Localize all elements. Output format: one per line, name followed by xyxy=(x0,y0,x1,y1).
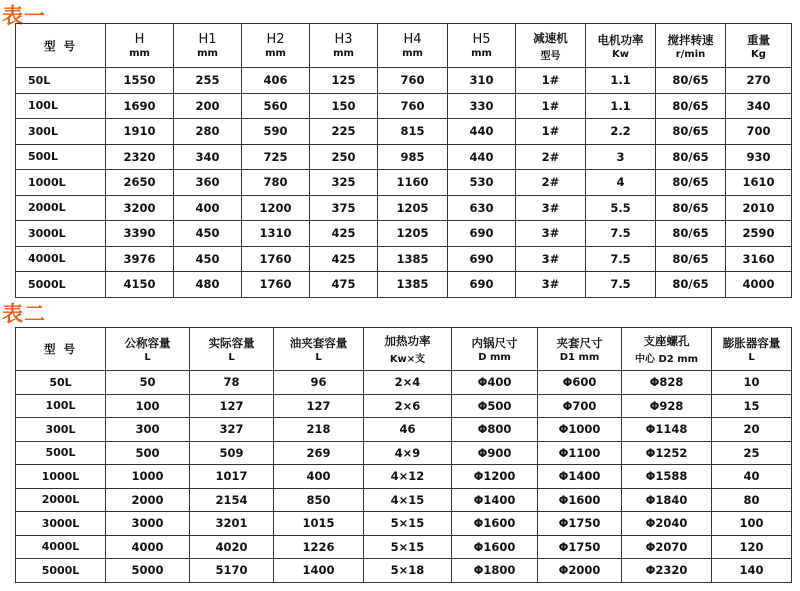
table-cell: 500 xyxy=(106,441,190,465)
table2-title: 表二 xyxy=(2,301,46,326)
table-cell: Φ2000 xyxy=(538,559,622,583)
table-cell: 1160 xyxy=(378,170,448,196)
table-cell: 1.1 xyxy=(586,93,656,119)
table-row xyxy=(16,221,792,247)
table-cell: 327 xyxy=(190,418,274,442)
header-label: 电机功率 xyxy=(597,32,644,47)
table-cell: Φ1148 xyxy=(622,418,712,442)
table-cell: 930 xyxy=(726,144,792,170)
column-header-model xyxy=(16,328,106,371)
model-cell: 100L xyxy=(16,394,106,418)
column-header xyxy=(106,24,174,68)
table-cell: Φ2070 xyxy=(622,535,712,559)
header-unit: mm xyxy=(402,48,423,59)
table-row xyxy=(16,195,792,221)
table-cell: 218 xyxy=(274,418,364,442)
table-row xyxy=(16,559,792,583)
model-cell: 300L xyxy=(16,119,106,145)
table-cell: Φ700 xyxy=(538,394,622,418)
table-cell: 2×6 xyxy=(364,394,452,418)
model-cell: 50L xyxy=(16,371,106,395)
table-cell: 1550 xyxy=(106,68,174,94)
table-cell: 80/65 xyxy=(656,272,726,298)
table-cell: 2650 xyxy=(106,170,174,196)
table-cell: 2320 xyxy=(106,144,174,170)
table-row xyxy=(16,418,792,442)
table-row xyxy=(16,535,792,559)
header-label: 公称容量 xyxy=(124,336,171,350)
header-unit: mm xyxy=(333,48,354,59)
table-cell: Φ1800 xyxy=(452,559,538,583)
column-header xyxy=(622,328,712,371)
table-cell: 96 xyxy=(274,371,364,395)
table-cell: 15 xyxy=(712,394,792,418)
table-cell: 1760 xyxy=(242,246,310,272)
table-cell: 1200 xyxy=(242,195,310,221)
table-cell: 100 xyxy=(106,394,190,418)
table-cell: 255 xyxy=(174,68,242,94)
header-unit: Kw×支 xyxy=(389,354,426,365)
model-cell: 1000L xyxy=(16,170,106,196)
header-label: H xyxy=(134,32,145,47)
header-unit: D1 mm xyxy=(559,352,600,363)
header-unit: L xyxy=(228,352,235,363)
table-cell: 5.5 xyxy=(586,195,656,221)
table-cell: 2×4 xyxy=(364,371,452,395)
table-cell: 375 xyxy=(310,195,378,221)
table-cell: 4000 xyxy=(106,535,190,559)
column-header xyxy=(174,24,242,68)
header-unit: 型号 xyxy=(540,50,561,62)
table-cell: 2154 xyxy=(190,488,274,512)
column-header xyxy=(242,24,310,68)
model-cell: 3000L xyxy=(16,512,106,536)
table-cell: 450 xyxy=(174,221,242,247)
column-header xyxy=(364,328,452,371)
table-cell: 5170 xyxy=(190,559,274,583)
table-cell: 2010 xyxy=(726,195,792,221)
model-cell: 500L xyxy=(16,441,106,465)
table-cell: 80/65 xyxy=(656,246,726,272)
table-cell: Φ900 xyxy=(452,441,538,465)
header-label: H1 xyxy=(198,32,217,47)
table-cell: Φ1100 xyxy=(538,441,622,465)
column-header xyxy=(586,24,656,68)
table-cell: 3 xyxy=(586,144,656,170)
table-cell: 440 xyxy=(448,144,516,170)
table-row xyxy=(16,93,792,119)
table-cell: 725 xyxy=(242,144,310,170)
table-cell: 3# xyxy=(516,221,586,247)
column-header xyxy=(452,328,538,371)
table-cell: 5000 xyxy=(106,559,190,583)
table-cell: 509 xyxy=(190,441,274,465)
table-cell: 1205 xyxy=(378,221,448,247)
table-cell: 1.1 xyxy=(586,68,656,94)
table-cell: 300 xyxy=(106,418,190,442)
table-cell: 630 xyxy=(448,195,516,221)
table-cell: 530 xyxy=(448,170,516,196)
table-cell: Φ2320 xyxy=(622,559,712,583)
table-cell: 475 xyxy=(310,272,378,298)
table-cell: Φ1200 xyxy=(452,465,538,489)
table-cell: 760 xyxy=(378,93,448,119)
table-cell: 10 xyxy=(712,371,792,395)
header-unit: mm xyxy=(471,48,492,59)
table-cell: 330 xyxy=(448,93,516,119)
table-cell: 1910 xyxy=(106,119,174,145)
table-cell: Φ928 xyxy=(622,394,712,418)
table-cell: 700 xyxy=(726,119,792,145)
table-cell: 815 xyxy=(378,119,448,145)
table-row xyxy=(16,144,792,170)
model-cell: 5000L xyxy=(16,272,106,298)
table-cell: 4000 xyxy=(726,272,792,298)
table-cell: 80/65 xyxy=(656,144,726,170)
column-header-model xyxy=(16,24,106,68)
table-cell: 1# xyxy=(516,68,586,94)
model-cell: 4000L xyxy=(16,246,106,272)
table-cell: 200 xyxy=(174,93,242,119)
table-cell: 340 xyxy=(726,93,792,119)
table-cell: Φ828 xyxy=(622,371,712,395)
table-cell: 440 xyxy=(448,119,516,145)
table-cell: 7.5 xyxy=(586,272,656,298)
table-cell: 4150 xyxy=(106,272,174,298)
table-cell: 310 xyxy=(448,68,516,94)
table-cell: 1760 xyxy=(242,272,310,298)
table-cell: 125 xyxy=(310,68,378,94)
table-cell: 80/65 xyxy=(656,195,726,221)
table-cell: 269 xyxy=(274,441,364,465)
table-cell: 425 xyxy=(310,221,378,247)
table-cell: 2.2 xyxy=(586,119,656,145)
table-cell: 3200 xyxy=(106,195,174,221)
table-cell: 3976 xyxy=(106,246,174,272)
header-unit: L xyxy=(748,352,755,363)
table-cell: 406 xyxy=(242,68,310,94)
table-cell: 80/65 xyxy=(656,170,726,196)
table-cell: 400 xyxy=(174,195,242,221)
table-cell: 1385 xyxy=(378,246,448,272)
column-header xyxy=(106,328,190,371)
table-row xyxy=(16,272,792,298)
table-cell: 1385 xyxy=(378,272,448,298)
table-cell: 4×9 xyxy=(364,441,452,465)
table-cell: 127 xyxy=(190,394,274,418)
model-cell: 1000L xyxy=(16,465,106,489)
model-cell: 300L xyxy=(16,418,106,442)
model-cell: 500L xyxy=(16,144,106,170)
table-cell: Φ1600 xyxy=(538,488,622,512)
table-cell: 1000 xyxy=(106,465,190,489)
table-cell: 4 xyxy=(586,170,656,196)
table-cell: 360 xyxy=(174,170,242,196)
header-label: H4 xyxy=(403,32,422,47)
table-cell: 1205 xyxy=(378,195,448,221)
table-cell: 780 xyxy=(242,170,310,196)
table-cell: Φ500 xyxy=(452,394,538,418)
specs-table-1 xyxy=(15,23,792,298)
table-cell: 1400 xyxy=(274,559,364,583)
table-cell: 985 xyxy=(378,144,448,170)
table-cell: 325 xyxy=(310,170,378,196)
table-cell: Φ1400 xyxy=(452,488,538,512)
table-cell: Φ1840 xyxy=(622,488,712,512)
table-cell: Φ800 xyxy=(452,418,538,442)
table-cell: 7.5 xyxy=(586,246,656,272)
table-cell: 1226 xyxy=(274,535,364,559)
table-cell: 50 xyxy=(106,371,190,395)
table1-title: 表一 xyxy=(2,3,46,28)
table-cell: 5×18 xyxy=(364,559,452,583)
header-unit: L xyxy=(315,352,322,363)
table-cell: 25 xyxy=(712,441,792,465)
table-cell: 3# xyxy=(516,272,586,298)
table-cell: Φ2040 xyxy=(622,512,712,536)
table-cell: Φ1750 xyxy=(538,512,622,536)
table-cell: 20 xyxy=(712,418,792,442)
model-cell: 50L xyxy=(16,68,106,94)
table-cell: 280 xyxy=(174,119,242,145)
table-cell: 225 xyxy=(310,119,378,145)
header-label: 重量 xyxy=(747,32,770,47)
model-cell: 4000L xyxy=(16,535,106,559)
table-cell: 760 xyxy=(378,68,448,94)
table-row xyxy=(16,246,792,272)
table-cell: 480 xyxy=(174,272,242,298)
table-cell: 80/65 xyxy=(656,119,726,145)
header-label: 内锅尺寸 xyxy=(471,336,518,350)
table-cell: 1# xyxy=(516,119,586,145)
table-cell: 1310 xyxy=(242,221,310,247)
column-header xyxy=(726,24,792,68)
table-cell: 80 xyxy=(712,488,792,512)
header-unit: mm xyxy=(197,48,218,59)
header-label: 加热功率 xyxy=(384,334,431,348)
header-unit: r/min xyxy=(675,48,706,60)
column-header xyxy=(274,328,364,371)
header-unit: L xyxy=(144,352,151,363)
table-cell: 1690 xyxy=(106,93,174,119)
table-cell: 100 xyxy=(712,512,792,536)
table-cell: 5×15 xyxy=(364,512,452,536)
table-cell: 450 xyxy=(174,246,242,272)
header-unit: mm xyxy=(265,48,286,59)
table-cell: 2590 xyxy=(726,221,792,247)
table-cell: 400 xyxy=(274,465,364,489)
table-cell: 4×12 xyxy=(364,465,452,489)
table-cell: 850 xyxy=(274,488,364,512)
header-unit: D mm xyxy=(478,352,511,363)
header-label: 型 号 xyxy=(43,342,77,356)
header-label: 油夹套容量 xyxy=(289,336,348,350)
table-cell: 3# xyxy=(516,246,586,272)
table-row xyxy=(16,488,792,512)
table-cell: 690 xyxy=(448,272,516,298)
table-cell: 140 xyxy=(712,559,792,583)
table-cell: Φ1750 xyxy=(538,535,622,559)
model-cell: 2000L xyxy=(16,195,106,221)
table-cell: Φ1000 xyxy=(538,418,622,442)
table-cell: 270 xyxy=(726,68,792,94)
table-cell: 3# xyxy=(516,195,586,221)
header-label: H3 xyxy=(334,32,353,47)
table-cell: 127 xyxy=(274,394,364,418)
header-label: H2 xyxy=(266,32,285,47)
table-cell: 46 xyxy=(364,418,452,442)
table-cell: 3160 xyxy=(726,246,792,272)
column-header xyxy=(538,328,622,371)
table-cell: 1015 xyxy=(274,512,364,536)
table-cell: 1# xyxy=(516,93,586,119)
table-cell: 7.5 xyxy=(586,221,656,247)
model-cell: 3000L xyxy=(16,221,106,247)
table-header-row xyxy=(16,24,792,68)
table-cell: 2000 xyxy=(106,488,190,512)
column-header xyxy=(310,24,378,68)
table-cell: Φ1252 xyxy=(622,441,712,465)
header-unit: 中心 D2 mm xyxy=(634,354,699,365)
table-row xyxy=(16,371,792,395)
table-cell: 1017 xyxy=(190,465,274,489)
table-cell: 590 xyxy=(242,119,310,145)
header-label: 夹套尺寸 xyxy=(556,336,603,350)
table-cell: 1610 xyxy=(726,170,792,196)
table-row xyxy=(16,119,792,145)
model-cell: 100L xyxy=(16,93,106,119)
table-cell: Φ1588 xyxy=(622,465,712,489)
specs-table-2 xyxy=(15,327,792,583)
table-cell: Φ400 xyxy=(452,371,538,395)
table-cell: 3000 xyxy=(106,512,190,536)
table-cell: 80/65 xyxy=(656,68,726,94)
table-cell: 2# xyxy=(516,170,586,196)
table-cell: 425 xyxy=(310,246,378,272)
table-cell: 120 xyxy=(712,535,792,559)
header-label: 搅拌转速 xyxy=(667,32,714,47)
table-cell: 4020 xyxy=(190,535,274,559)
header-unit: Kg xyxy=(751,48,766,60)
header-label: 实际容量 xyxy=(208,336,255,350)
column-header xyxy=(448,24,516,68)
table-cell: 560 xyxy=(242,93,310,119)
table-row xyxy=(16,394,792,418)
header-label: 膨胀器容量 xyxy=(722,336,781,350)
table-cell: Φ1400 xyxy=(538,465,622,489)
header-label: 型 号 xyxy=(43,38,77,53)
table-cell: 4×15 xyxy=(364,488,452,512)
table-row xyxy=(16,512,792,536)
column-header xyxy=(190,328,274,371)
table-cell: Φ1600 xyxy=(452,535,538,559)
table-cell: 250 xyxy=(310,144,378,170)
table-row xyxy=(16,465,792,489)
header-label: H5 xyxy=(472,32,491,47)
column-header xyxy=(656,24,726,68)
header-unit: mm xyxy=(129,48,150,59)
table-cell: 150 xyxy=(310,93,378,119)
table-cell: 690 xyxy=(448,221,516,247)
model-cell: 2000L xyxy=(16,488,106,512)
table-header-row xyxy=(16,328,792,371)
header-label: 支座螺孔 xyxy=(643,334,690,348)
column-header xyxy=(712,328,792,371)
table-cell: 690 xyxy=(448,246,516,272)
table-row xyxy=(16,68,792,94)
table-cell: 3201 xyxy=(190,512,274,536)
table-cell: 80/65 xyxy=(656,93,726,119)
table-cell: Φ1600 xyxy=(452,512,538,536)
table-cell: Φ600 xyxy=(538,371,622,395)
table-row xyxy=(16,170,792,196)
table-cell: 5×15 xyxy=(364,535,452,559)
table-cell: 3390 xyxy=(106,221,174,247)
model-cell: 5000L xyxy=(16,559,106,583)
table-cell: 78 xyxy=(190,371,274,395)
table-cell: 40 xyxy=(712,465,792,489)
header-unit: Kw xyxy=(612,48,629,60)
header-label: 减速机 xyxy=(533,30,568,45)
column-header xyxy=(516,24,586,68)
table-cell: 80/65 xyxy=(656,221,726,247)
table-row xyxy=(16,441,792,465)
column-header xyxy=(378,24,448,68)
table-cell: 340 xyxy=(174,144,242,170)
table-cell: 2# xyxy=(516,144,586,170)
